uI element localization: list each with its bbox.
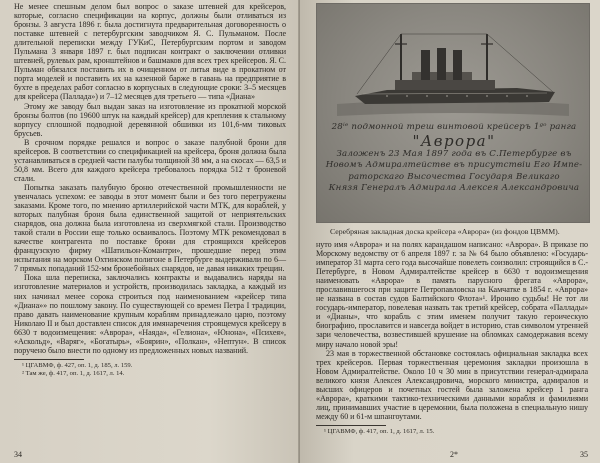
inscription-line-5: раторскаго Высочества Государя Великаго — [348, 171, 560, 182]
left-footnotes — [14, 362, 286, 378]
silver-plaque-photo — [316, 3, 590, 223]
inscription-line-4: Новомъ Адмиралтействе въ присутствiи Его Импе- — [325, 160, 583, 171]
left-footnote-2: ² Там же, ф. 417, оп. 1, д. 1617, л. 14. — [22, 369, 125, 377]
left-page-body — [14, 2, 286, 355]
right-page — [300, 0, 600, 463]
signature-mark: 2* — [450, 450, 458, 459]
left-footnote-1: ¹ ЦГАВМФ, ф. 427, оп. 1, д. 185, л. 159. — [22, 361, 133, 369]
left-paragraph-5: Пока шла переписка, заключались контракты и выдавались наряды на изготовление материалов и устройств, производилась закладка, а каждый из них начинал менее сорока строиться под наименованием «крейсер типа «Диана»» по пошлому закону. По существующей со времен Петра I традиции, право давать наименование крупным кораблям принадлежало царю, поэтому Николаю II и был доставлен список для имянаречения строящемуся крейсеру в 6630 т водоизмещения: «Аврора», «Наяда», «Гелиона», «Юнона», «Психея», «Аскольд», «Варяг», «Богатырь», «Боярин», «Полкан», «Нептун». В список поручено было внести по одному из предложенных новых названий. — [14, 273, 286, 355]
footnote-rule-right — [316, 425, 386, 426]
photo-caption: Серебряная закладная доска крейсера «Аврора» (из фондов ЦВММ). — [330, 227, 560, 236]
left-page-number: 34 — [14, 450, 22, 459]
inscription-line-3: Заложенъ 23 Мая 1897 года въ С.Петербурге въ — [336, 148, 572, 159]
right-paragraph-1: нуто имя «Аврора» и на полях карандашом написано: «Аврора». В приказе по Морскому ведомству от 6 апреля 1897 г. за № 64 было объявлено: «Государь-император 31 марта сего года высочайше повелеть соизволил: строящийся в С.-Петербурге, в Новом Адмиралтействе крейсер в 6630 т водоизмещения наименовать «Аврора» в память парусного фрегата «Аврора», прославившегося при защите Петропавловска на Камчатке в 1854 г. «Аврора» не названа в состав судов Балтийского Флота»¹. Иронию судьбы! Не тот ли государь-император, повелевая назвать так третий крейсер, собрата «Паллады» и «Дианы», что корабль с этим именем получит такую героическую биографию, прославится и навсегда войдет в историю, став символом утренней зари человечества, возвестившей крушение на обломках самодержавия всему миру начало новой эры! — [316, 240, 588, 349]
footnote-rule — [14, 359, 84, 360]
right-page-number: 35 — [580, 450, 588, 459]
right-footnote-1: ¹ ЦГАВМФ, ф. 417, оп. 1, д. 1617, л. 15. — [324, 427, 435, 435]
left-paragraph-4: Попытка заказать палубную броню отечественной промышленности не увенчалась успехом: ее заводы в этот момент были и без того перегружены заказами. Кроме того, по мнению артиллерийской части МТК, для кораблей, у которых палубная броня была единственной защитой от неприятельских снарядов, она должна была изготовлена из сверхмягкой стали. Производство такой стали в России еще только осваивалось. Поэтому МТК рекомендовал в качестве контрагента по поставке брони для строящихся крейсеров французскую фирму «Шатильон-Комантри», прошедшие перед этим испытания на морском Охтинском полигоне в Петербурге выдерживали по 6—7 прямых попаданий 152-мм бронебойных снарядов, не давая никаких трещин. — [14, 182, 286, 274]
plaque-inscription — [325, 122, 583, 195]
inscription-ship-name: "Аврора" — [412, 131, 496, 150]
left-paragraph-1: Не менее спешным делом был вопрос о заказе штевней для крейсеров, которые, согласно спецификации на корпус, должны были отливаться из бронзы. 3 августа 1896 г. была достигнута предварительная договоренность о поставке штевней с петербургским заводчиком Я. С. Пульманом. После длительной переписки между ГУКиС, Петербургским портом и заводом Пульмана 3 января 1897 г. был подписан контракт о заключении отливки штевней, рулевых рам, кронштейнов и башмаков для всех трех крейсеров. Я. С. Пульман обязался поставить их в очищенном от литья виде в прокатном от порта моделей и поставить их на казенной барже в гавань на предприятие в бухте в пределах работ согласно в корпусных в следующие сроки: 3–5 месяцев для крейсера (Паллада») и 7–12 месяцев для третьего — типа «Диана» — [14, 2, 286, 102]
right-paragraph-2: 23 мая в торжественной обстановке состоялась официальная закладка всех трех крейсеров. Первая торжественная церемония закладки произошла в Новом Адмиралтействе. Около 10 ч 30 мин в присутствии генерал-адмирала великого князя Алексея Александровича, морского министра, адмиралов и высших офицеров и почетных гостей была заложена крейсер 1 ранга «Аврора», краткими тактико-техническими данными корабля и фамилиями лиц, принимавших участие в церемонии, была положена в специальную нишу между 60 и 61-м шпангоутами. — [316, 348, 588, 421]
left-paragraph-2: Этому же заводу был выдан заказ на изготовление из прокатной морской бронзы болтов (по 19600 штук на каждый крейсер) для крепления к стальному корпусу сплошной подводной деревянной обшивки из 101,6-мм тиковых брусьев. — [14, 101, 286, 138]
inscription-line-6: Князя Генералъ Адмирала Алексея Александровича — [328, 183, 580, 194]
inscription-line-1: 28ⁱᵉ подмонной треш винтовой крейсеръ 1ᵍᵒ ранга — [331, 122, 577, 132]
right-footnotes — [316, 428, 588, 436]
right-page-body — [316, 240, 588, 421]
left-paragraph-3: В срочном порядке решался и вопрос о заказе палубной брони для крейсеров. В соответствии со спецификацией на крейсера, броня должна была устанавливаться в средней части палубы толщиной 38 мм, а на скосах — 63,5 и 50,8 мм. Всего для каждого крейсера требовалось порядка 512 т броневой стали. — [14, 137, 286, 183]
